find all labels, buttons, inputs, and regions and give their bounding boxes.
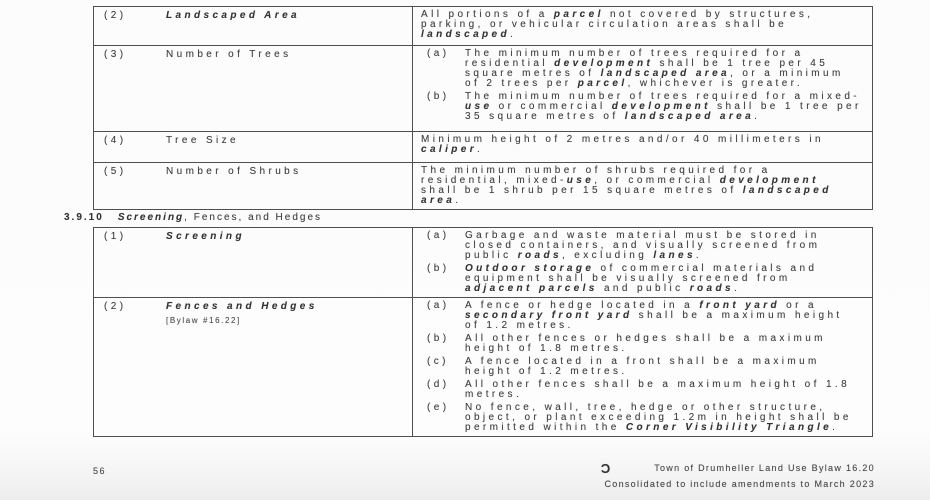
clause-text: All other fences shall be a maximum height of 1.8 metres. <box>465 379 851 400</box>
row-title: Number of Trees <box>166 49 292 60</box>
row-body-cell <box>413 228 872 297</box>
clause-letter: (d) <box>427 379 450 390</box>
clause <box>421 380 862 400</box>
document-title: Town of Drumheller Land Use Bylaw 16.20 <box>654 463 875 473</box>
row-title: Tree Size <box>166 135 240 146</box>
clause-letter: (b) <box>427 263 450 274</box>
clause-letter: (e) <box>427 402 450 413</box>
bylaw-amendment-note: [Bylaw #16.22] <box>166 316 241 325</box>
clause-text: The minimum number of trees required for a mixed-use or commercial development shall be 1 tree per 35 square metres of landscaped area. <box>465 91 862 122</box>
clause-text: No fence, wall, tree, hedge or other structure, object, or plant exceeding 1.2m in height shall be permitted within the Corner Visibility Triangle. <box>465 402 852 433</box>
section-title: Screening, Fences, and Hedges <box>117 212 323 223</box>
row-body-cell <box>413 163 872 209</box>
clause-text: The minimum number of trees required for a residential development shall be 1 tree per 45 square metres of landscaped area, or a minimum of 2 trees per parcel, whichever is greater. <box>465 48 844 89</box>
clause-text: A fence located in a front shall be a maximum height of 1.2 metres. <box>465 356 820 377</box>
footer-title-line <box>601 461 875 476</box>
clause <box>421 92 862 122</box>
clause-text: A fence or hedge located in a front yard or a secondary front yard shall be a maximum height of 1.2 metres. <box>465 300 843 331</box>
table-row-fences-and-hedges <box>94 297 872 436</box>
row-heading-cell <box>94 163 413 209</box>
row-number: (1) <box>104 231 127 242</box>
clause-letter: (c) <box>427 356 449 367</box>
footer-right-block <box>601 461 875 492</box>
page-number: 56 <box>93 466 107 476</box>
row-body-cell <box>413 7 872 45</box>
clause-text: The minimum number of shrubs required for a residential, mixed-use, or commercial development shall be 1 shrub per 15 square metres of landscaped area. <box>421 165 832 206</box>
clause <box>421 403 862 433</box>
clause-text: Garbage and waste material must be stored in closed containers, and visually screened from public roads, excluding lanes. <box>465 230 821 261</box>
row-number: (5) <box>104 166 127 177</box>
clause-text: All portions of a parcel not covered by structures, parking, or vehicular circulation areas shall be landscaped. <box>421 9 814 40</box>
row-heading-cell <box>94 298 413 436</box>
clause <box>421 357 862 377</box>
row-heading-cell <box>94 7 413 45</box>
clause <box>421 231 862 261</box>
row-body-cell <box>413 132 872 162</box>
row-title-group <box>166 302 406 433</box>
clause-letter: (a) <box>427 230 450 241</box>
clause <box>421 10 862 40</box>
row-number: (4) <box>104 135 127 146</box>
row-heading-cell <box>94 132 413 162</box>
section-heading <box>64 212 322 224</box>
row-title: Screening <box>166 231 245 242</box>
clause-letter: (a) <box>427 300 450 311</box>
table-row-number-of-shrubs <box>94 162 872 209</box>
clause <box>421 166 862 206</box>
clause-letter: (b) <box>427 333 450 344</box>
section-number: 3.9.10 <box>64 212 104 223</box>
clause-text: Outdoor storage of commercial materials and equipment shall be visually screened from adjacent parcels and public roads. <box>465 263 818 294</box>
row-heading-cell <box>94 228 413 297</box>
row-title: Landscaped Area <box>166 10 300 21</box>
row-heading-cell <box>94 46 413 131</box>
clause <box>421 49 862 89</box>
table-row-tree-size <box>94 131 872 162</box>
row-number: (3) <box>104 49 127 60</box>
table-row-number-of-trees <box>94 45 872 131</box>
landscaping-standards-table <box>93 6 873 210</box>
clause-text: Minimum height of 2 metres and/or 40 millimeters in caliper. <box>421 134 824 155</box>
row-number: (2) <box>104 301 127 312</box>
clause <box>421 135 862 155</box>
clause-letter: (a) <box>427 48 450 59</box>
clause <box>421 301 862 331</box>
town-logo-icon: Ɔ <box>600 461 611 476</box>
screening-fences-hedges-table <box>93 227 873 437</box>
row-body-cell <box>413 46 872 131</box>
row-number: (2) <box>104 10 127 21</box>
clause <box>421 264 862 294</box>
row-title: Fences and Hedges <box>166 301 318 312</box>
clause-letter: (b) <box>427 91 450 102</box>
table-row-screening <box>94 228 872 297</box>
row-title: Number of Shrubs <box>166 166 302 177</box>
row-body-cell <box>413 298 872 436</box>
clause-text: All other fences or hedges shall be a maximum height of 1.8 metres. <box>465 333 826 354</box>
table-row-landscaped-area <box>94 7 872 45</box>
consolidation-note: Consolidated to include amendments to March 2023 <box>604 479 875 489</box>
clause <box>421 334 862 354</box>
